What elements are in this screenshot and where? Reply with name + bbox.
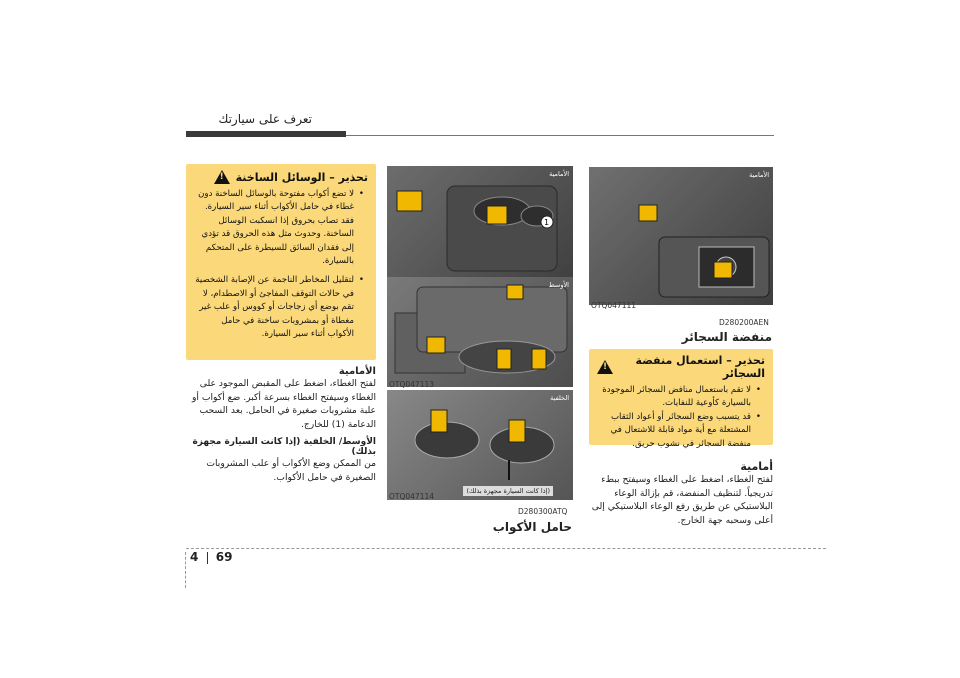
doc-code: D280300ATQ [518,507,568,516]
ashtray-usage-section [589,460,773,527]
hot-liquids-warning-box [186,164,376,360]
section-subtitle: أمامية [740,460,773,473]
warning-title: تحذير – استعمال منفضة السجائر [635,354,765,380]
section-title: منفضة السجائر [681,330,772,344]
section-text: من الممكن وضع الأكواب أو علب المشروبات الصغيرة في حامل الأكواب. [206,458,376,483]
warning-triangle-icon [214,170,230,184]
front-cupholder-illustration [387,166,573,286]
rear-cupholder-illustration [387,390,573,500]
photo-id: OTQ047111 [591,301,637,310]
photo-front-cupholder [387,166,573,286]
photo-label: الأمامية [549,170,569,178]
section-text: لفتح الغطاء، اضغط على المقبض الموجود على الغطاء وسيفتح الغطاء بسرعة أكبر. ضع أكواب أو علبة مشروبات صغيرة في الحامل. بعد السحب الدعامة (1) للخارج. [191,378,376,430]
header-rule [346,135,774,136]
header-title: تعرف على سيارتك [218,112,312,126]
photo-rear-cupholder [387,390,573,500]
warning-triangle-icon [597,360,613,374]
section-text: لفتح الغطاء، اضغط على الغطاء وسيفتح ببطء تدريجياً. لتنظيف المنفضة، قم بإزالة الوعاء البلاستيكي عن طريق رفع الوعاء البلاستيكي إلى أعلى وسحبه جهة الخارج. [591,474,773,526]
warning-title: تحذير – الوسائل الساخنة [235,170,368,184]
photo-caption: (إذا كانت السيارة مجهزة بذلك) [463,486,553,496]
middle-cupholder-illustration [387,277,573,387]
warning-item: • لتقليل المخاطر الناجمة عن الإصابة الشخصية في حالات التوقف المفاجئ أو الاصطدام، لا تقم بوضع أي زجاجات أو كووس أو علب غير مغطاة أو بمشروبات ساخنة في حامل الأكواب أثناء سير السيارة. [194,274,354,341]
photo-label: الأوسط [548,281,569,289]
warning-item: • لا تقم باستعمال منافض السجائر الموجودة بالسيارة كأوعية للنفايات. [597,384,751,411]
page-number [190,550,232,564]
ashtray-warning-box [589,349,773,449]
callout-number: 1 [544,218,550,227]
front-cupholder-section [186,366,376,485]
footer-rule [186,548,826,549]
ashtray-illustration [589,167,773,305]
page-number-value: 69 [215,550,233,564]
section-subtitle: الأوسط/ الخلفية (إذا كانت السيارة مجهزة بذلك) [192,437,376,458]
warning-item: • قد يتسبب وضع السجائر أو أعواد الثقاب المشتعلة مع أية مواد قابلة للاشتعال في منفضة السجائر في نشوب حريق. [597,411,751,451]
section-subtitle: الأمامية [338,366,376,377]
photo-ashtray [589,167,773,305]
section-title: حامل الأكواب [492,520,572,534]
header-bar [186,131,346,137]
warning-item: • لا تضع أكواب مفتوحة بالوسائل الساخنة دون غطاء في حامل الأكواب أثناء سير السيارة. فقد تصاب بحروق إذا انسكبت الوسائل الساخنة. وحدوث مثل هذه الحروق قد تؤدي إلى فقدان السائق للسيطرة على المتحكم بالسيارة. [194,188,354,268]
photo-id: OTQ047114 [389,492,435,501]
footer-divider [185,552,186,588]
photo-id: OTQ047113 [389,380,435,389]
photo-label: الخلفية [550,394,569,402]
doc-code: D280200AEN [719,318,769,327]
chapter-number: 4 [190,550,199,564]
photo-label: الأمامية [749,171,769,179]
photo-middle-cupholder [387,277,573,387]
